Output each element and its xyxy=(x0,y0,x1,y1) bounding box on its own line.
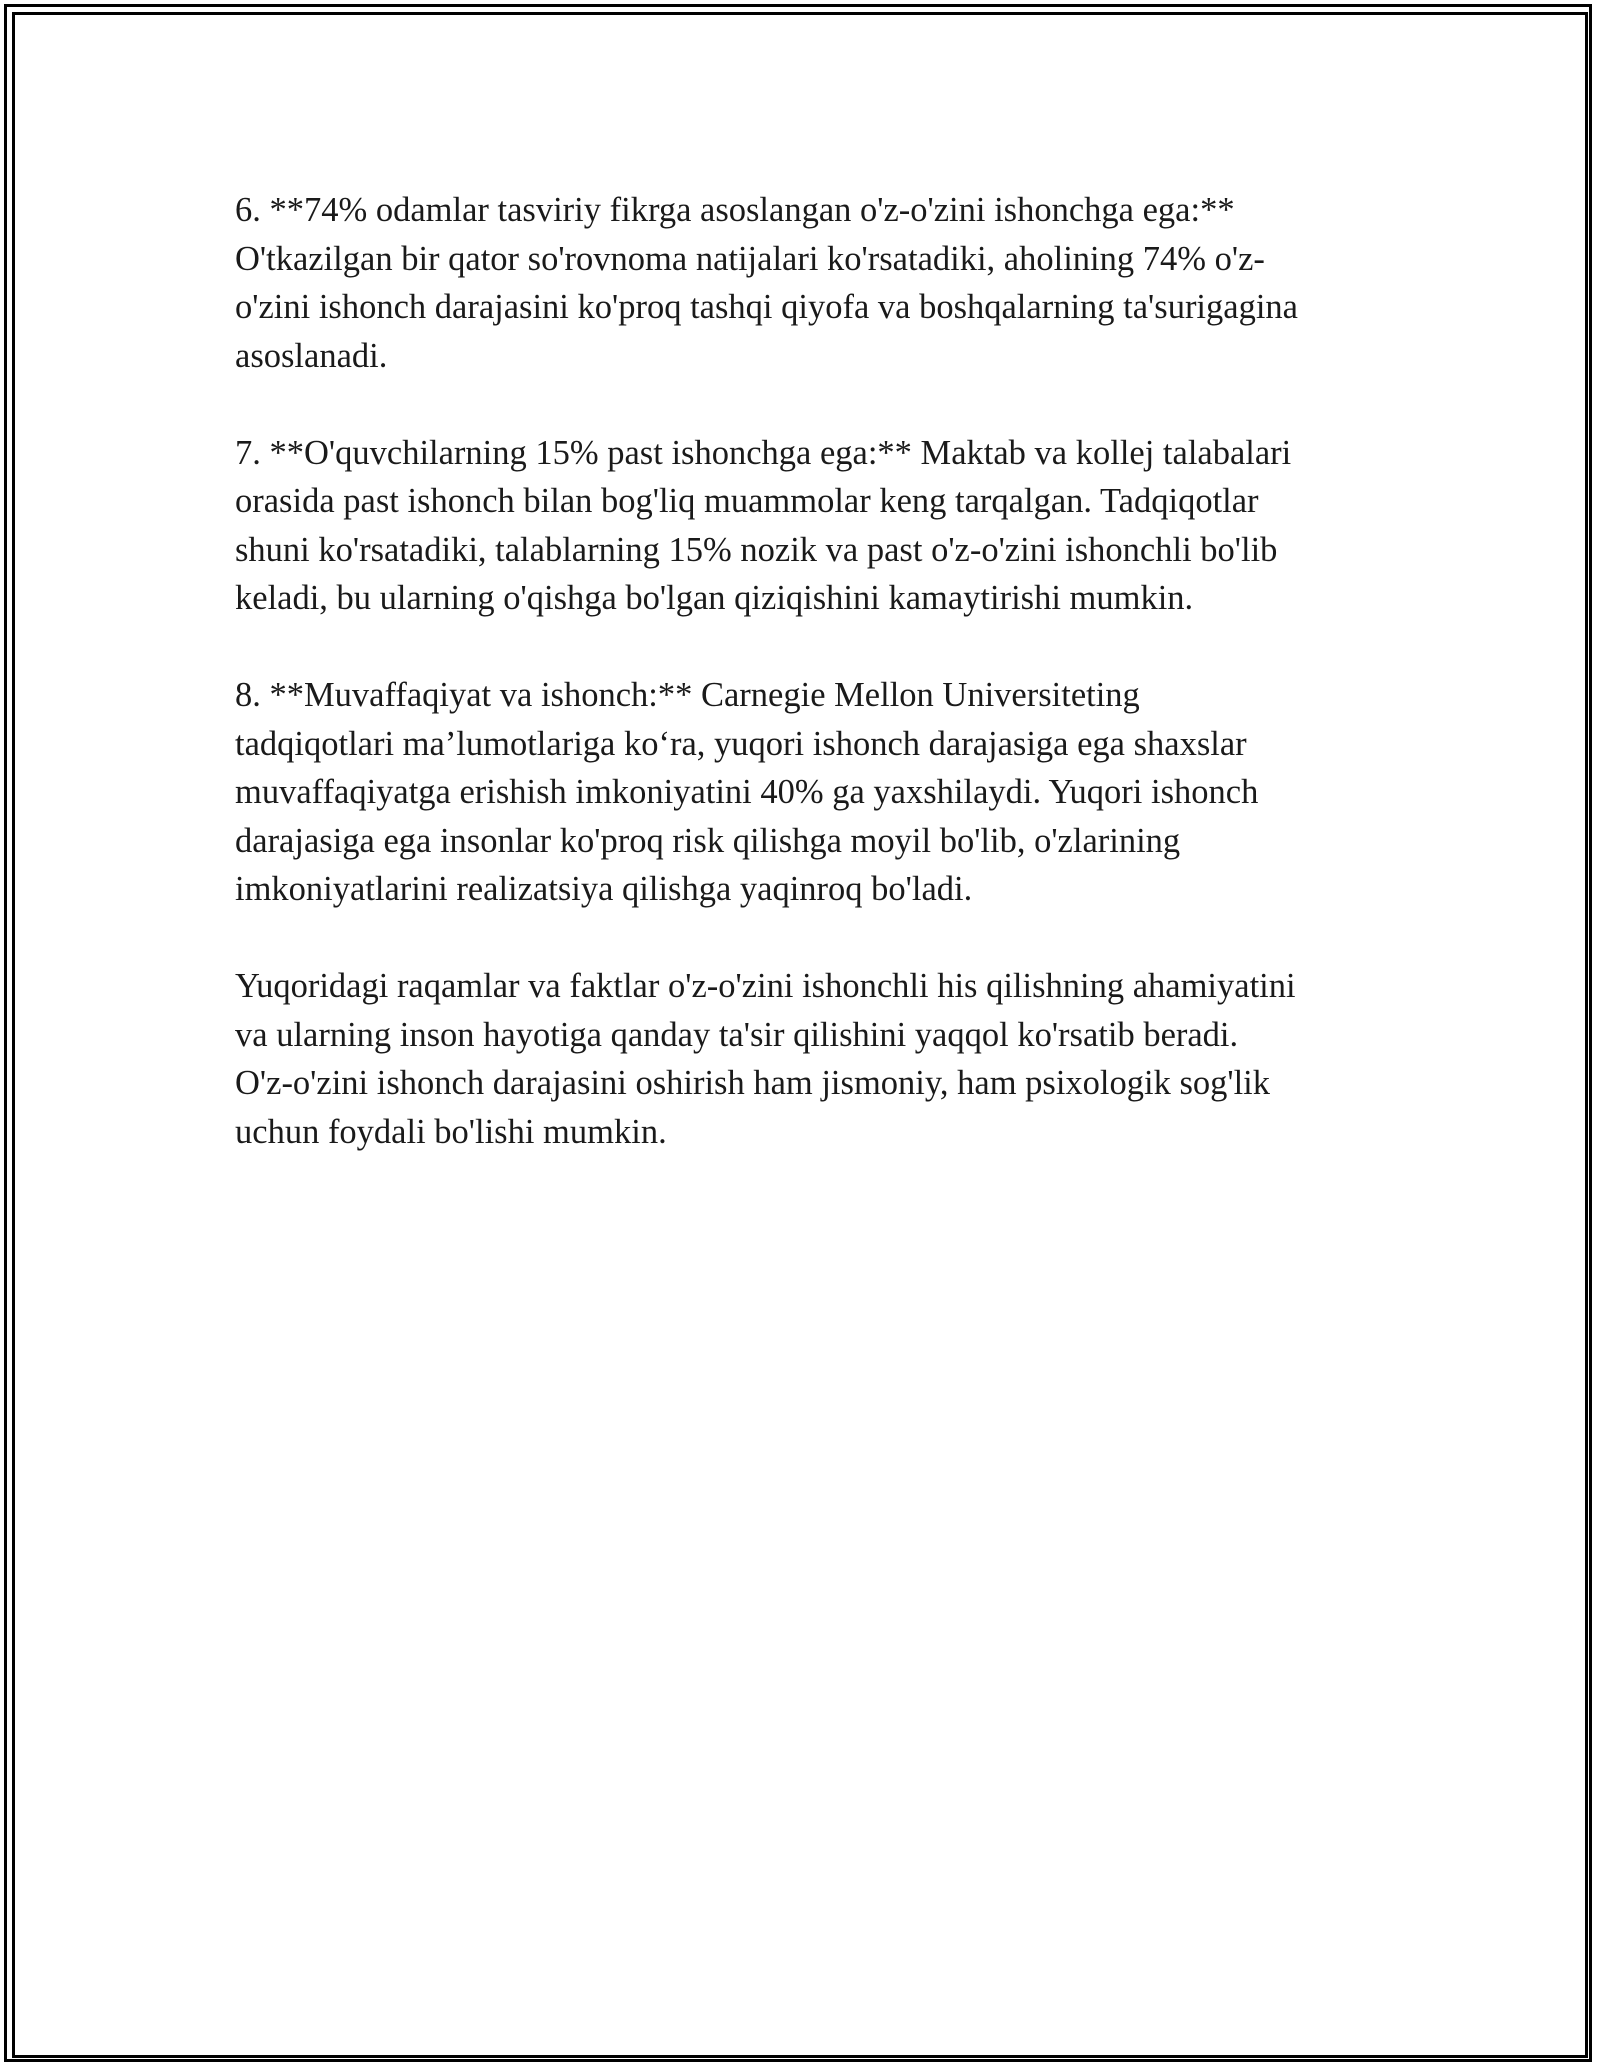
text-line: asoslanadi. xyxy=(235,336,388,375)
text-line: shuni ko'rsatadiki, talablarning 15% nozik va past o'z-o'zini ishonchli bo'lib xyxy=(235,530,1278,569)
text-line: va ularning inson hayotiga qanday ta'sir qilishini yaqqol ko'rsatib beradi. xyxy=(235,1015,1239,1054)
text-line: darajasiga ega insonlar ko'proq risk qilishga moyil bo'lib, o'zlarining xyxy=(235,821,1181,860)
paragraph-8 xyxy=(235,671,1375,914)
paragraph-7 xyxy=(235,429,1375,623)
document-body xyxy=(235,186,1375,1205)
paragraph-6 xyxy=(235,186,1375,380)
text-line: O'z-o'zini ishonch darajasini oshirish ham jismoniy, ham psixologik sog'lik xyxy=(235,1064,1271,1102)
text-line: keladi, bu ularning o'qishga bo'lgan qiziqishini kamaytirishi mumkin. xyxy=(235,579,1194,617)
text-line: imkoniyatlarini realizatsiya qilishga yaqinroq bo'ladi. xyxy=(235,870,973,908)
text-line: O'tkazilgan bir qator so'rovnoma natijalari ko'rsatadiki, aholining 74% o'z- xyxy=(235,239,1265,278)
text-line: tadqiqotlari ma’lumotlariga ko‘ra, yuqori ishonch darajasiga ega shaxslar xyxy=(235,724,1247,763)
text-line: muvaffaqiyatga erishish imkoniyatini 40% ga yaxshilaydi. Yuqori ishonch xyxy=(235,773,1259,811)
paragraph-conclusion xyxy=(235,962,1375,1156)
text-line: uchun foydali bo'lishi mumkin. xyxy=(235,1112,667,1151)
text-line: 8. **Muvaffaqiyat va ishonch:** Carnegie Mellon Universiteting xyxy=(235,676,1140,714)
text-line: 7. **O'quvchilarning 15% past ishonchga ega:** Maktab va kollej talabalari xyxy=(235,433,1292,472)
text-line: orasida past ishonch bilan bog'liq muammolar keng tarqalgan. Tadqiqotlar xyxy=(235,482,1259,520)
text-line: o'zini ishonch darajasini ko'proq tashqi qiyofa va boshqalarning ta'surigagina xyxy=(235,288,1298,326)
text-line: 6. **74% odamlar tasviriy fikrga asoslangan o'z-o'zini ishonchga ega:** xyxy=(235,191,1235,229)
text-line: Yuqoridagi raqamlar va faktlar o'z-o'zini ishonchli his qilishning ahamiyatini xyxy=(235,967,1296,1005)
